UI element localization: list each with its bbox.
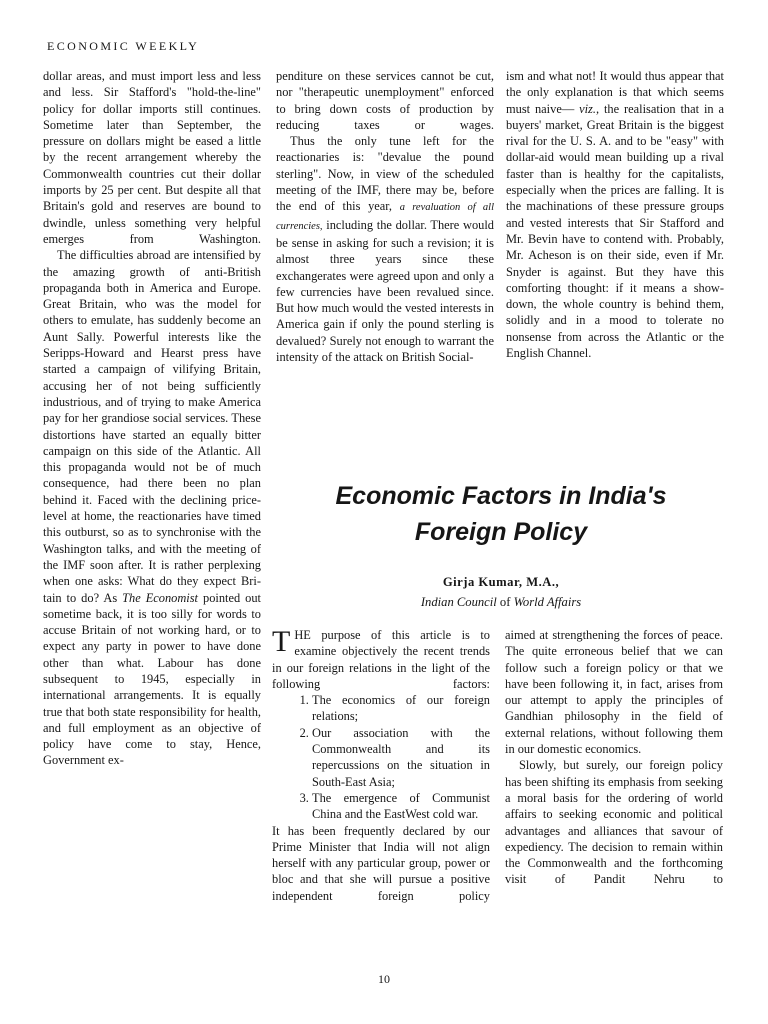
paragraph: ism and what not! It would thus appear that the only explanation is that which seems must naive— viz., the realisation that in a buyers' market, Great Britain is the biggest rival for the U. S. A. and to be "easy" with dollar-aid would mean building up a rival faster than is healthy for the capitalists, especially when the prices are falling. It is the machinations of these pressure groups and vested interests that Sir Stafford and Mr. Bevin have to contend with. Probably, Mr. Acheson is on their side, even if Mr. Snyder is against. But they have this comforting thought: if it means a show-down, the whole country is behind them, solidly and in a mood to tolerate no nonsense from across the Atlantic or the English Channel.	[506, 69, 724, 361]
paragraph: dollar areas, and must import less and less and less. Sir Stafford's "hold-the-line" policy for dollar imports still continues. Sometime later than September, the pressure on dollars might be eased a little by the recent arrangement whereby the Commonwealth countries cut their dollar imports by 25 per cent. But despite all that Britain's gold and reserves are bound to dwindle, unless something very helpful emerges from Washington.	[43, 69, 261, 246]
column-4	[272, 627, 490, 904]
paragraph: It has been frequently declared by our Prime Minister that India will not align herself with any particular group, power or bloc and that she will pursue a positive independent foreign policy	[272, 823, 490, 903]
factors-list	[272, 692, 490, 822]
paragraph: aimed at strengthening the forces of peace. The quite erroneous belief that we can follow such a foreign policy or that we have been following it, in fact, arises from our attempt to apply the principles of Gandhian philosophy in the field of external relations, without following them in our domestic economics.	[505, 628, 723, 757]
column-2	[276, 68, 494, 365]
article-header	[276, 478, 726, 610]
paragraph: Thus the only tune left for the reactionaries is: "devalue the pound sterling". Now, in view of the scheduled meeting of the IMF, there may be, before the end of this year, a revaluation of all currencies, including the dollar. There would be sense in asking for such a revision; it is almost three years since these exchangerates were agreed upon and only a few currencies have been revalued since. But how much would the vested interests in America gain if only the pound sterling is devalued? Surely not enough to warrant the intensity of the attack on British Social-	[276, 134, 494, 365]
article-author: Girja Kumar, M.A.,	[442, 575, 560, 589]
running-head: ECONOMIC WEEKLY	[47, 39, 200, 53]
journal-title: The Economist	[122, 590, 199, 605]
paragraph: Slowly, but surely, our foreign policy has been shifting its emphasis from seeking a moral basis for the ordering of world affairs to seeking economic and political advantages and alliances that savour of expediency. The decision to remain within the Commonwealth and the forthcoming visit of Pandit Nehru to	[505, 758, 723, 887]
page-number: 10	[378, 972, 390, 986]
list-item: 1. The economics of our foreign relations;	[312, 692, 490, 725]
drop-cap: T	[272, 625, 291, 658]
paragraph: The difficulties abroad are intensified by the amazing growth of anti-British propaganda both in America and Europe. Great Britain, who was the model for others to emulate, has suddenly become an Aunt Sally. Powerful interests like the Seripps-Howard and Hearst press have started a campaign of vilifying Britain, accusing her of not being sufficiently industrious, and of trying to make America pay for her grandiose social services. These distortions have started an equally bitter campaign on this side of the Atlantic. All this propaganda would not be of much consequence, had there been no plan behind it. Faced with the declining price-level at home, the reactionaries have timed this outburst, so as to synchronise with the Washington talks, and with the meeting of the IMF soon after. It is rather perplexing when one asks: What do they expect Bri- tain to do? As The Economist pointed out sometime back, it is too silly for words to accuse Britain of not working hard, or to expect any party in power to have done other than what. Labour has done subsequent to 1945, especially in international arrangements. It is equally true that both state responsibility for health, and full employment as an objective of policy have come to stay, Hence, Government ex-	[43, 248, 261, 768]
column-5	[505, 627, 723, 888]
paragraph: penditure on these services cannot be cut, nor "therapeutic unemployment" enforced to bring down costs of production by reducing taxes or wages.	[276, 69, 494, 132]
article-title: Economic Factors in India's Foreign Policy	[335, 482, 667, 546]
article-affiliation: Indian Council of World Affairs	[420, 595, 582, 609]
column-3	[506, 68, 724, 361]
paragraph: THE purpose of this article is to examine objectively the recent trends in our foreign relations in the light of the following factors:	[272, 625, 490, 691]
list-item: 2. Our association with the Commonwealth and its repercussions on the situation in South-East Asia;	[312, 725, 490, 790]
list-item: 3. The emergence of Communist China and the EastWest cold war.	[312, 790, 490, 823]
column-1	[43, 68, 261, 769]
